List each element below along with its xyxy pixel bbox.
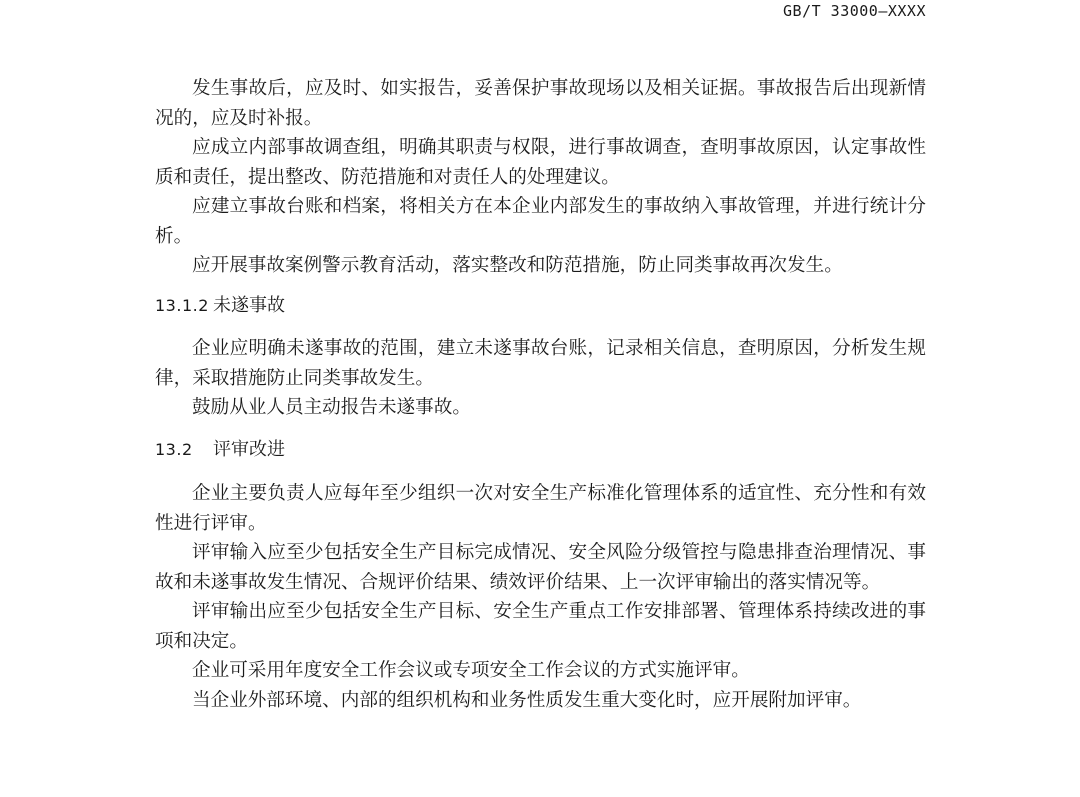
paragraph: 当企业外部环境、内部的组织机构和业务性质发生重大变化时，应开展附加评审。 xyxy=(192,689,862,711)
paragraph: 鼓励从业人员主动报告未遂事故。 xyxy=(192,397,471,418)
paragraph: 评审输入应至少包括安全生产目标完成情况、安全风险分级管控与隐患排查治理情况、事故和未遂事故发生情况、合规评价结果、绩效评价结果、上一次评审输出的落实情况等。 xyxy=(155,542,926,593)
section-title: 评审改进 xyxy=(213,438,285,460)
accident-report-block xyxy=(155,74,926,281)
section-title: 未遂事故 xyxy=(213,294,285,316)
section-number: 13.1.2 xyxy=(155,295,209,315)
near-miss-block xyxy=(155,334,926,423)
paragraph: 应成立内部事故调查组，明确其职责与权限，进行事故调查，查明事故原因，认定事故性质和责任，提出整改、防范措施和对责任人的处理建议。 xyxy=(155,137,926,188)
section-number: 13.2 xyxy=(155,439,193,459)
paragraph: 发生事故后，应及时、如实报告，妥善保护事故现场以及相关证据。事故报告后出现新情况的，应及时补报。 xyxy=(155,78,926,129)
paragraph: 应建立事故台账和档案，将相关方在本企业内部发生的事故纳入事故管理，并进行统计分析。 xyxy=(155,196,926,247)
standard-code: GB/T 33000—XXXX xyxy=(783,2,926,20)
review-improvement-block xyxy=(155,479,926,715)
document-body xyxy=(155,74,926,715)
paragraph: 企业应明确未遂事故的范围，建立未遂事故台账，记录相关信息，查明原因，分析发生规律，采取措施防止同类事故发生。 xyxy=(155,338,926,389)
section-heading-13-2 xyxy=(155,435,926,465)
paragraph: 评审输出应至少包括安全生产目标、安全生产重点工作安排部署、管理体系持续改进的事项和决定。 xyxy=(155,601,926,652)
paragraph: 企业主要负责人应每年至少组织一次对安全生产标准化管理体系的适宜性、充分性和有效性进行评审。 xyxy=(155,483,926,534)
paragraph: 企业可采用年度安全工作会议或专项安全工作会议的方式实施评审。 xyxy=(192,660,750,681)
section-heading-13-1-2 xyxy=(155,291,926,321)
paragraph: 应开展事故案例警示教育活动，落实整改和防范措施，防止同类事故再次发生。 xyxy=(192,255,843,276)
